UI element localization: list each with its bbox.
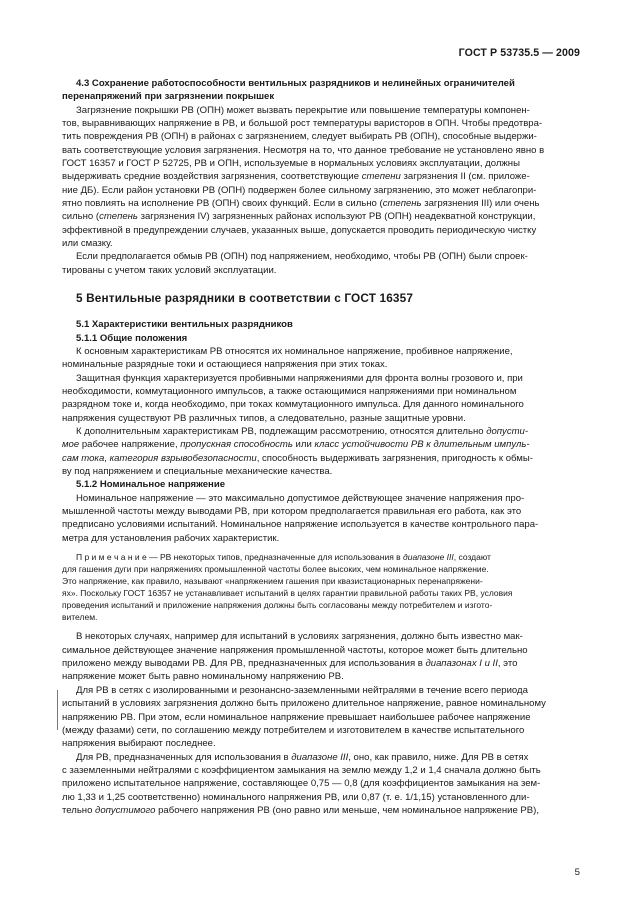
paragraph-line: номинальные разрядные токи и остающиеся напряжения при этих токах. [62,359,388,371]
paragraph-line: В некоторых случаях, например для испытаний в условиях загрязнения, должно быть известно мак- [76,631,523,643]
spacer [62,623,582,630]
paragraph-line: с заземленными нейтралями с коэффициентом замыкания на землю между 1,2 и 1,4 сначала должно быть [62,764,541,776]
paragraph-line: напряжению РВ. При этом, если номинальное напряжение превышает наибольшее рабочее напряжение [62,711,531,723]
paragraph-line: Номинальное напряжение — это максимально допустимое действующее значение напряжения про- [76,492,525,504]
paragraph-line: приложено испытательное напряжение, составляющее 0,75 — 0,8 (для коэффициентов замыкания на зем- [62,778,541,790]
paragraph-line: тов, выравнивающих напряжение в РВ, и большой рост температуры варисторов в ОПН. Чтобы предотвра- [62,118,543,130]
paragraph-line: или смазку. [62,238,113,250]
paragraph-line: ву под напряжением и специальные механические качества. [62,465,333,477]
paragraph-line: приложено между выводами РВ. Для РВ, предназначенных для использования в диапазонах I и II, это [62,658,518,670]
paragraph-line: лю 1,33 и 1,25 соответственно) номинального напряжения РВ, или 0,87 (т. е. 1/1,15) установленного дли- [62,791,530,803]
paragraph-line: сильно (степень загрязнения IV) загрязненных районах используют РВ (ОПН) неадекватной конструкции, [62,211,536,223]
paragraph-line: Если предполагается обмыв РВ (ОПН) под напряжением, необходимо, чтобы РВ (ОПН) были спроек- [76,251,528,263]
paragraph-line: (между фазами) сети, по соглашению между потребителем и изготовителем в качестве испытательного [62,724,525,736]
paragraph-line: испытаний в условиях загрязнения должно быть приложено длительное напряжение, равное номинальному [62,698,546,710]
document-body [62,77,582,817]
paragraph-line: тить повреждения РВ (ОПН) в районах с загрязнением, следует выбирать РВ (ОПН), способные выдержи- [62,131,537,143]
spacer [62,545,582,552]
paragraph-line: Загрязнение покрышки РВ (ОПН) может вызвать перекрытие или повышение температуры компонен- [76,104,530,116]
paragraph-line: напряжения выбирают последнее. [62,738,216,750]
section-5-1-2-title: 5.1.2 Номинальное напряжение [76,479,226,491]
paragraph-line: ние ДБ). Если район установки РВ (ОПН) подвержен более сильному загрязнению, это может неблагопри- [62,184,537,196]
paragraph-line: К основным характеристикам РВ относятся их номинальное напряжение, пробивное напряжение, [76,345,513,357]
paragraph-line: напряжение может быть равно номинальному напряжению РВ. [62,671,344,683]
section-4-3-title-line-1: 4.3 Сохранение работоспособности вентильных разрядников и нелинейных ограничителей [76,78,515,89]
paragraph-line: Защитная функция характеризуется пробивными напряжениями для фронта волны грозового и, при [76,372,523,384]
paragraph-line: ГОСТ 16357 и ГОСТ Р 52725, РВ и ОПН, используемые в нормальных условиях эксплуатации, должны [62,158,520,170]
revision-margin-bar [57,690,58,730]
paragraph-line: необходимости, коммутационного импульсов, а также остающимися напряжениями при номинальном [62,385,517,397]
paragraph-line: К дополнительным характеристикам РВ, подлежащим рассмотрению, относятся длительно допусти- [76,425,529,437]
paragraph-line: Для РВ, предназначенных для использования в диапазоне III, оно, как правило, ниже. Для РВ в сетях [76,751,529,763]
section-5-1-1-title: 5.1.1 Общие положения [76,332,188,344]
note-line: для гашения дуги при напряжениях промышленной частоты более высоких, чем номинальное напряжение. [62,563,489,574]
paragraph-line: вать соответствующие условия загрязнения. Несмотря на то, что данное требование не установлено явно в [62,144,545,156]
standard-header: ГОСТ Р 53735.5 — 2009 [458,47,580,59]
paragraph-line: эффективной в предупреждении случаев, указанных выше, допускается проводить периодическую чистку [62,224,537,236]
paragraph-line: разрядном токе и, когда необходимо, при токах коммутационного импульса. Для данного номинального [62,399,524,411]
note-block [62,552,582,623]
paragraph-line: метра для установления рабочих характеристик. [62,532,280,544]
paragraph-line: мышленной частоты между выводами РВ, при котором предполагается правильная его работа, как это [62,505,522,517]
note-line: Это напряжение, как правило, называют «напряжением гашения при квазистационарных перенапряжени- [62,575,483,586]
note-line: ях». Поскольку ГОСТ 16357 не устанавливает испытаний в целях гарантии правильной работы таких РВ, условия [62,587,513,598]
section-4-3-title-line-2: перенапряжений при загрязнении покрышек [62,91,275,103]
paragraph-line: мое рабочее напряжение, пропускная способность или класс устойчивости РВ к длительным импуль- [62,439,530,451]
paragraph-line: ятно повлиять на исполнение РВ (ОПН) своих функций. Если в сильно (степень загрязнения III) или очень [62,198,540,210]
section-5-1-title: 5.1 Характеристики вентильных разрядников [76,319,293,331]
paragraph-line: напряжения существуют РВ различных типов, а следовательно, разные защитные уровни. [62,412,466,424]
note-line: П р и м е ч а н и е — РВ некоторых типов, предназначенные для использования в диапазоне III, создают [76,552,491,562]
note-line: проведения испытаний и приложение напряжения должны быть согласованы между потребителем и изгото- [62,599,493,610]
paragraph-line: предписано условиями испытаний. Номинальное напряжение используется в качестве контрольного пара- [62,519,539,531]
note-line: вителем. [62,611,98,622]
paragraph-line: Для РВ в сетях с изолированными и резонансно-заземленными нейтралями в течение всего периода [76,684,528,696]
page-number: 5 [574,867,580,878]
paragraph-line: тированы с учетом таких условий эксплуатации. [62,264,277,276]
paragraph-line: сам тока, категория взрывобезопасности, способность выдерживать загрязнения, пригодность к обмы- [62,452,533,464]
paragraph-line: выдерживать средние воздействия загрязнения, соответствующие степени загрязнения II (см. приложе- [62,171,530,183]
paragraph-line: тельно допустимого рабочего напряжения РВ (оно равно или меньше, чем номинальное напряжение РВ), [62,804,539,816]
section-5-title: 5 Вентильные разрядники в соответствии с ГОСТ 16357 [76,291,414,306]
paragraph-line: симальное действующее значение напряжения промышленной частоты, которое может быть длительно [62,644,528,656]
